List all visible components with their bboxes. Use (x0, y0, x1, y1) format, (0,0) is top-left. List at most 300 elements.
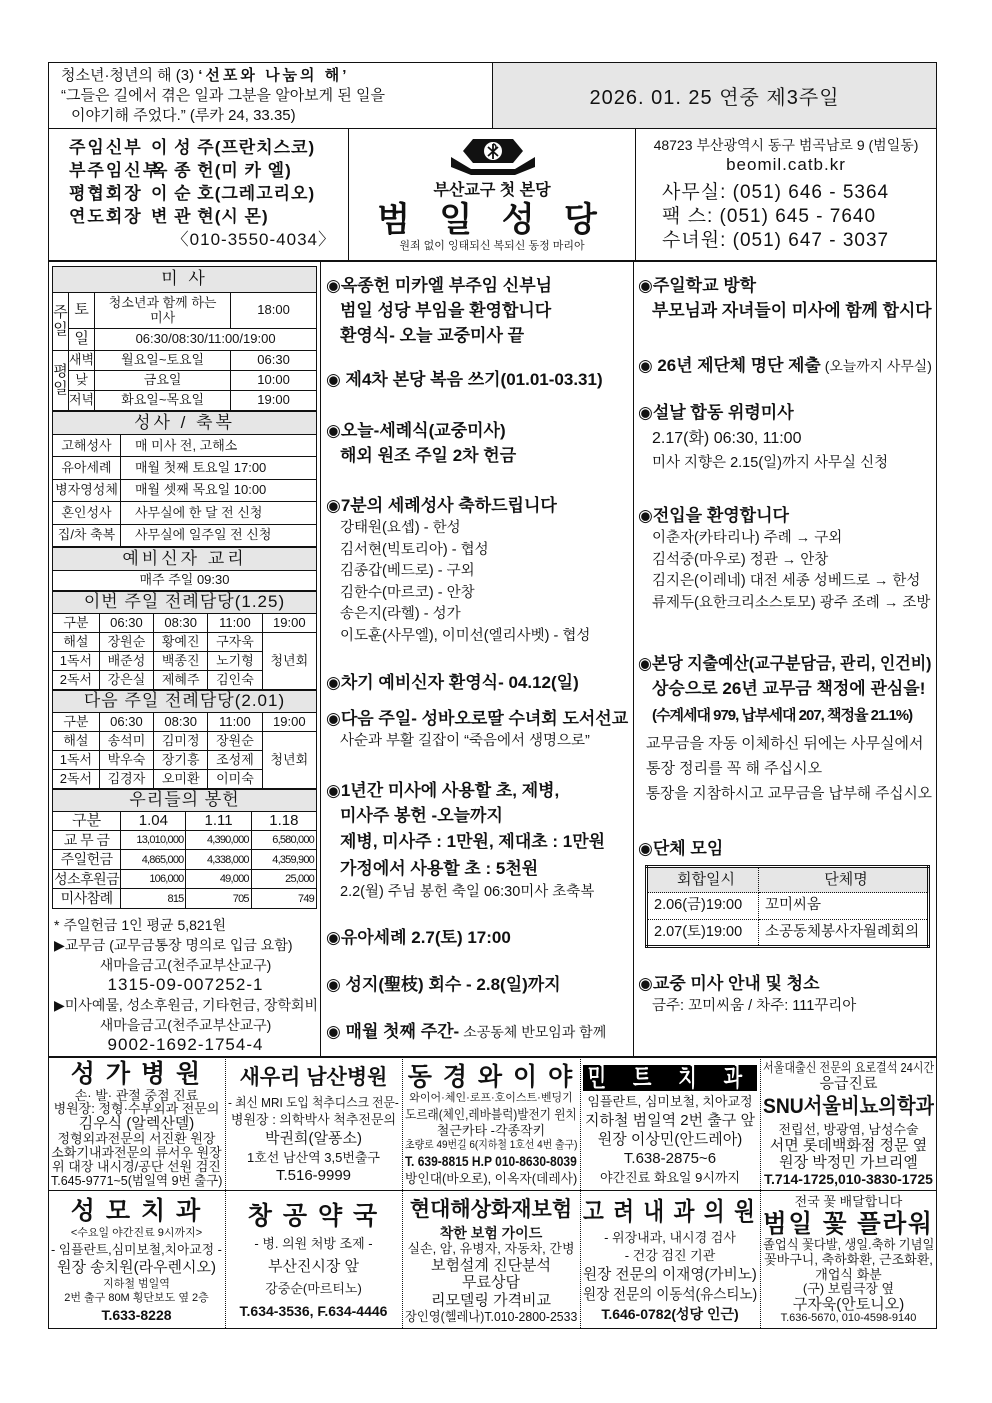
weekday-days: 월요일~토요일 (95, 351, 231, 371)
ad-line: - 위장내과, 내시경 검사 (604, 1229, 736, 1245)
evening-ministers: 청년회 (262, 731, 316, 788)
catechumen-time: 매주 주일 09:30 (53, 570, 317, 590)
minister-name: 김미정 (154, 731, 208, 750)
notice-item (326, 778, 628, 904)
offering-amount: 6,580,000 (251, 830, 316, 850)
notice-title (326, 925, 628, 950)
liturgy-role: 2독서 (53, 769, 100, 788)
church-patron: 원죄 없이 잉태되신 복되신 동정 마리아 (399, 240, 585, 252)
account-number: 1315-09-007252-1 (107, 974, 264, 994)
notice-text: 범일 성당 부임을 환영합니다 (340, 301, 552, 320)
table-row (53, 731, 317, 750)
mint-dental-ad (583, 1060, 757, 1188)
staff-box (48, 128, 349, 261)
notice-text: 통장 정리를 꼭 해 주십시오 (646, 760, 823, 777)
table-row (53, 690, 317, 712)
offering-amount: 106,000 (121, 869, 186, 889)
staff-name: 이 순 호(그레고리오) (151, 184, 316, 203)
table-row (53, 811, 317, 830)
account-number: 9002-1692-1754-4 (107, 1034, 264, 1054)
notice-text: 통장을 지참하시고 교무금을 납부해 주십시오 (645, 785, 932, 802)
ad-line: - 건강 검진 기관 (624, 1247, 716, 1263)
theme-title: ‘선포와 나눔의 해’ (198, 67, 350, 84)
notice-item (638, 836, 932, 861)
offering-amount: 25,000 (251, 869, 316, 889)
notice-title (326, 273, 628, 298)
table-row (53, 830, 317, 850)
notice-line (638, 701, 932, 731)
notice-text: 이도훈(사무엘), 이미선(엘리사벳) - 협성 (340, 627, 591, 644)
notice-line (638, 453, 932, 475)
minister-name: 송석미 (99, 731, 153, 750)
notice-item (326, 493, 628, 647)
liturgy-header: 08:30 (154, 712, 208, 731)
ad-line: 원장 전문의 이재영(가비노) (583, 1265, 757, 1283)
notice-title-text: ◉ 매월 첫째 주간- (326, 1022, 460, 1041)
ad-separator (760, 1190, 761, 1328)
ad-line: 김우식 (알렉산델) (78, 1115, 195, 1133)
ad-line: 원장 박정민 가브리엘 (779, 1153, 918, 1171)
ad-line: 야간진료 화요일 9시까지 (599, 1169, 741, 1185)
phone-label: 수녀원 (662, 230, 721, 251)
notice-item (326, 1019, 628, 1045)
offering-amount: 13,010,000 (121, 830, 186, 850)
notice-title (326, 1019, 628, 1045)
staff-role: 평협회장 (69, 184, 143, 203)
ad-title: 현대해상화재보험 (409, 1197, 573, 1221)
notice-title (326, 706, 628, 731)
notice-line (326, 323, 628, 348)
notice-title (638, 651, 932, 676)
minister-name: 박우숙 (99, 750, 153, 769)
notice-text: 송은지(라헬) - 성가 (340, 606, 461, 622)
ad-line: T.636-5670, 010-4598-9140 (780, 1312, 917, 1325)
ad-line: 방인대(바오로), 이옥자(데레사) (405, 1170, 577, 1186)
ad-separator (580, 1057, 581, 1190)
notice-title-text: ◉차기 예비신자 환영식- 04.12(일) (326, 673, 579, 692)
notice-line (638, 425, 932, 453)
ad-line: 도르래(체인,레바블럭)발전기 윈치 (405, 1106, 577, 1122)
notice-text: 류제두(요한크리소스토모) 광주 조례 → 조방 (652, 594, 931, 611)
sat-mass-time: 18:00 (231, 293, 317, 329)
staff-name: 이 성 주(프란치스코) (151, 138, 316, 157)
liturgy-header: 06:30 (99, 613, 153, 632)
table-row (647, 867, 929, 893)
ad-line: 리모델링 가격비교 (430, 1291, 552, 1309)
weekday-time: 19:00 (231, 391, 317, 411)
minister-name: 이미숙 (208, 769, 262, 788)
sat-label: 토 (69, 293, 95, 329)
offering-amount: 749 (251, 889, 316, 909)
notice-line (638, 593, 932, 615)
minister-name: 김인숙 (208, 670, 262, 689)
notice-item (638, 353, 932, 379)
column-divider (320, 261, 321, 1057)
ad-line: 와이어·체인·로프·호이스트·벤딩기 (409, 1092, 573, 1105)
changgong-pharmacy-ad (228, 1194, 399, 1326)
notice-item (638, 503, 932, 614)
ad-line: T.633-8228 (101, 1307, 172, 1324)
quote-line-2: 이야기해 주었다.” (루카 24, 33.35) (71, 107, 296, 124)
ad-separator (760, 1057, 761, 1190)
snu-urology-ad (763, 1060, 934, 1188)
notice-title-text: ◉본당 지출예산(교구분담금, 관리, 인건비) (638, 654, 932, 673)
minister-name: 구자욱 (208, 632, 262, 651)
ad-separator (402, 1057, 403, 1190)
liturgy-role: 2독서 (53, 670, 100, 689)
table-row (53, 412, 317, 435)
table-row (53, 502, 317, 524)
notice-title (326, 493, 628, 518)
notice-line (326, 298, 628, 323)
ad-line: 원장 송치원(라우렌시오) (56, 1258, 217, 1276)
ad-line: 박권희(알퐁소) (265, 1130, 362, 1148)
church-name: 범 일 성 당 (377, 201, 607, 239)
minister-name: 백종진 (154, 651, 208, 670)
notice-line (638, 731, 932, 756)
sat-mass-desc: 청소년과 함께 하는 미사 (95, 293, 231, 329)
notice-line (326, 731, 628, 753)
notice-title (638, 353, 930, 379)
staff-phone: 〈010-3550-4034〉 (171, 230, 336, 249)
ad-line: - 병. 의원 처방 조제 - (254, 1236, 373, 1252)
offering-header: 구분 (53, 811, 121, 830)
minister-name: 조성제 (208, 750, 262, 769)
notice-text: 2.2(월) 주님 봉헌 축일 06:30미사 초축복 (340, 884, 595, 900)
ad-line: 병원장: 정형·수부외과 전문의 (53, 1101, 220, 1117)
ad-title: 성 모 치 과 (70, 1197, 203, 1226)
ad-line: 초량로 49번길 6(지하철 1호선 4번 출구) (405, 1139, 577, 1152)
notice-title-text: ◉유아세례 2.7(토) 17:00 (326, 928, 511, 947)
ad-separator (402, 1190, 403, 1328)
ad-separator (225, 1057, 226, 1190)
notice-line (326, 443, 628, 468)
ad-line: 서울대출신 전문의 요로결석 24시간 (763, 1060, 934, 1076)
notice-line (638, 571, 932, 593)
church-logo-box (348, 128, 636, 261)
website-link[interactable]: beomil.catb.kr (726, 155, 846, 174)
contact-box (635, 128, 937, 261)
notice-text: 제병, 미사주 : 1만원, 제대초 : 1만원 (340, 832, 606, 851)
bulletin-date: 2026. 01. 25 연중 제3주일 (589, 87, 840, 109)
ad-line: 전립선, 방광염, 남성수술 (778, 1121, 919, 1137)
notice-item (638, 273, 932, 323)
notice-item (326, 925, 628, 950)
ad-title: 동 경 와 이 야 (407, 1062, 575, 1091)
date-box (492, 62, 937, 129)
phone-label: 사무실 (662, 182, 721, 203)
ad-line: 보험설계 진단분석 (430, 1256, 552, 1274)
notice-text: 환영식- 오늘 교중미사 끝 (340, 326, 525, 345)
offering-amount: 4,338,000 (186, 850, 251, 870)
notice-line (638, 756, 932, 781)
table-row (53, 591, 317, 613)
sun-mass-times: 06:30/08:30/11:00/19:00 (95, 329, 317, 351)
phone-number: : (051) 645 - 7640 (707, 206, 877, 227)
weekday-time: 10:00 (231, 371, 317, 391)
notice-text: (수계세대 979, 납부세대 207, 책정율 21.1%) (652, 707, 913, 724)
ad-line: 졸업식 꽃다발, 생일.축하 기념일 (763, 1237, 934, 1253)
notice-text: 김한수(마르코) - 안창 (340, 584, 475, 601)
liturgy-header: 구분 (53, 712, 100, 731)
mass-title: 미 사 (53, 267, 317, 293)
sacrament-desc: 매월 첫째 토요일 17:00 (121, 457, 317, 479)
table-row (53, 712, 317, 731)
ad-line: 위 대장 내시경/공단 선원 검진 (52, 1159, 221, 1175)
sacrament-name: 병자영성체 (53, 479, 121, 501)
ad-separator (225, 1190, 226, 1328)
offering-header: 1.04 (121, 811, 186, 830)
notice-text: 교무금을 자동 이체하신 뒤에는 사무실에서 (646, 735, 924, 752)
notice-title-text: ◉주일학교 방학 (638, 276, 757, 295)
ad-line: <수요일 야간진료 9시까지> (70, 1227, 203, 1240)
notice-line (638, 550, 932, 572)
notice-line (638, 781, 932, 806)
minister-name: 노기형 (208, 651, 262, 670)
notice-text: 미사주 봉헌 -오늘까지 (340, 806, 503, 825)
mass-table (52, 266, 317, 411)
notice-title-text: ◉교중 미사 안내 및 청소 (638, 974, 820, 993)
notice-text: 김석중(마우로) 정관 → 안창 (652, 551, 829, 568)
notice-title-text: ◉7분의 세례성사 축하드립니다 (326, 496, 557, 515)
ad-title: 성 가 병 원 (70, 1060, 203, 1089)
note-line: 새마을금고(천주교부산교구) (99, 1016, 272, 1033)
notice-item (638, 971, 932, 1018)
ad-line: 병원장 : 의학박사 척추전문의 (230, 1112, 397, 1128)
group-name: 꼬미씨움 (759, 893, 929, 920)
ad-line: 서면 롯데백화점 정문 옆 (769, 1136, 928, 1154)
phone-label: 팩 스 (662, 206, 707, 227)
table-row (53, 789, 317, 811)
notice-item (326, 367, 628, 392)
ad-line: T.645-9771~5(범일역 9번 출구) (51, 1173, 222, 1188)
minister-name: 강은실 (99, 670, 153, 689)
notice-title (326, 670, 628, 695)
group-meetings-table (645, 865, 930, 948)
notice-line (326, 561, 628, 583)
notice-text: 사순과 부활 길잡이 “죽음에서 생명으로” (340, 733, 590, 749)
sacraments-title: 성사 / 축복 (53, 412, 317, 435)
ad-line: T.646-0782(성당 인근) (601, 1305, 739, 1322)
liturgy-role: 해설 (53, 632, 100, 651)
column-divider (633, 261, 634, 1057)
sacrament-desc: 사무실에 한 달 전 신청 (121, 502, 317, 524)
staff-role: 연도회장 (69, 207, 143, 226)
sacrament-desc: 매 미사 전, 고해소 (121, 435, 317, 457)
liturgy-header: 06:30 (99, 712, 153, 731)
table-row (53, 889, 317, 909)
notice-title-text: ◉전입을 환영합니다 (638, 506, 789, 525)
offering-category: 주일헌금 (53, 850, 121, 870)
ad-line: 장인영(헬레나)T.010-2800-2533 (405, 1309, 577, 1325)
notice-title (638, 273, 932, 298)
ad-title: SNU서울비뇨의학과 (763, 1095, 934, 1119)
table-row (53, 524, 317, 546)
minister-name: 김경자 (99, 769, 153, 788)
ad-title: 고 려 내 과 의 원 (583, 1198, 757, 1227)
ad-line: 부산진시장 앞 (267, 1257, 360, 1275)
group-name: 소공동체봉사자월례회의 (759, 920, 929, 947)
group-header: 회합일시 (647, 867, 759, 893)
weekday-days: 금요일 (95, 371, 231, 391)
seongmo-dental-ad (51, 1194, 222, 1326)
ad-line: 응급진료 (819, 1075, 878, 1093)
sacrament-name: 집/차 축복 (53, 524, 121, 546)
notice-title (326, 972, 628, 997)
quote-line-1: “그들은 길에서 겪은 일과 그분을 알아보게 된 일을 (61, 87, 385, 104)
offering-amount: 815 (121, 889, 186, 909)
notice-item (326, 418, 628, 468)
notice-item (638, 651, 932, 806)
notice-title (326, 418, 628, 443)
notice-text: 소공동체 반모임과 함께 (463, 1024, 607, 1040)
sacrament-name: 유아세례 (53, 457, 121, 479)
liturgy-title: 다음 주일 전례담당(2.01) (53, 690, 317, 712)
offering-amount: 705 (186, 889, 251, 909)
notice-line (326, 518, 628, 540)
note-line: ▶미사예물, 성소후원금, 기타헌금, 장학회비 (54, 996, 319, 1013)
notice-title (326, 778, 628, 803)
notice-text: 이춘자(카타리나) 주례 → 구외 (652, 530, 843, 546)
staff-name: 변 관 현(시 몬) (151, 207, 269, 226)
sunday-label: 주일 (53, 293, 69, 351)
ad-line: 2번 출구 80M 횡단보도 옆 2층 (64, 1292, 209, 1305)
ad-title (583, 1063, 753, 1092)
notice-title (638, 836, 932, 861)
ad-line: 지하철 범일역 2번 출구 앞 (585, 1111, 755, 1129)
notice-text: 금주: 꼬미씨움 / 차주: 111꾸리아 (652, 998, 857, 1014)
notice-title-text: ◉옥종헌 미카엘 부주임 신부님 (326, 276, 553, 295)
sun-label: 일 (69, 329, 95, 351)
notice-text: 김서현(빅토리아) - 협성 (340, 541, 489, 558)
phone-number: : (051) 646 - 5364 (720, 182, 890, 203)
ad-line: 손· 발· 관절 중점 진료 (74, 1087, 199, 1103)
seongga-hospital-ad (51, 1060, 222, 1188)
address: 48723 부산광역시 동구 범곡남로 9 (범일동) (653, 137, 919, 153)
ad-separator (580, 1190, 581, 1328)
weekday-days: 화요일~목요일 (95, 391, 231, 411)
offering-header: 1.11 (186, 811, 251, 830)
weekday-slot: 새벽 (69, 351, 95, 371)
weekday-label: 평일 (53, 351, 69, 411)
note-line: 새마을금고(천주교부산교구) (99, 956, 272, 973)
notice-item (326, 670, 628, 695)
staff-role: 주임신부 (69, 138, 143, 157)
notice-text: 가정에서 사용할 초 : 5천원 (340, 859, 539, 878)
offering-category: 미사참례 (53, 889, 121, 909)
ad-line: 정형외과전문의 서진환 원장 (57, 1131, 216, 1147)
notice-line (326, 803, 628, 828)
notice-title-text: ◉설날 합동 위령미사 (638, 403, 794, 422)
notice-text: 김지은(이레네) 대전 세종 성베드로 → 한성 (652, 573, 921, 589)
table-row (53, 613, 317, 632)
notice-line (326, 626, 628, 648)
donggyeong-wire-ad (405, 1060, 577, 1188)
offering-category: 성소후원금 (53, 869, 121, 889)
liturgy-role: 1독서 (53, 750, 100, 769)
notice-text: 2.17(화) 06:30, 11:00 (652, 430, 802, 447)
ad-line: 철근카타 -각종작키 (436, 1122, 546, 1138)
offering-table (52, 789, 317, 909)
notice-line (326, 828, 628, 855)
liturgy-title: 이번 주일 전례담당(1.25) (53, 591, 317, 613)
catechumen-title: 예비신자 교리 (53, 547, 317, 570)
ad-line: 꽃바구니, 축하화환, 근조화환, (764, 1252, 933, 1268)
meeting-time: 2.07(토)19:00 (647, 920, 759, 947)
offering-amount: 4,390,000 (186, 830, 251, 850)
liturgy-header: 19:00 (262, 613, 316, 632)
ad-line: 무료상담 (462, 1274, 520, 1292)
notice-item (326, 273, 628, 348)
notice-title-text: ◉오늘-세례식(교중미사) (326, 421, 506, 440)
offering-header: 1.18 (251, 811, 316, 830)
ad-line: T. 639-8815 H.P 010-8630-8039 (405, 1153, 577, 1170)
goryeo-clinic-ad (583, 1194, 757, 1326)
sacrament-desc: 사무실에 일주일 전 신청 (121, 524, 317, 546)
notice-line (638, 996, 932, 1018)
note-line: * 주일헌금 1인 평균 5,821원 (54, 916, 227, 933)
ad-line: 구자욱(안토니오) (792, 1295, 905, 1313)
notice-line (326, 540, 628, 562)
notice-text: (오늘까지 사무실) (824, 358, 932, 374)
weekday-slot: 저녁 (69, 391, 95, 411)
notice-title (638, 400, 932, 425)
minister-name: 장기흥 (154, 750, 208, 769)
notice-line (326, 583, 628, 605)
beomil-flower-ad (763, 1194, 934, 1326)
ad-line: (구) 보림극장 옆 (802, 1281, 895, 1297)
staff-role: 부주임신부 (69, 161, 162, 180)
table-row (53, 869, 317, 889)
notice-item (326, 706, 628, 753)
liturgy-header: 11:00 (208, 613, 262, 632)
hyundai-insurance-ad (405, 1194, 577, 1326)
ad-line: 실손, 암, 유병자, 자동차, 간병 (407, 1241, 575, 1257)
ad-line: 착한 보험 가이드 (439, 1224, 543, 1241)
ad-line: 전국 꽃 배달합니다 (794, 1194, 903, 1209)
ad-line: T.638-2875~6 (623, 1150, 717, 1168)
notice-item (638, 400, 932, 475)
weekday-slot: 낮 (69, 371, 95, 391)
catechumen-table (52, 547, 317, 591)
ad-title: 창 공 약 국 (247, 1201, 380, 1230)
notice-item (326, 972, 628, 997)
sacraments-table (52, 411, 317, 547)
ad-line: T.516-9999 (275, 1167, 352, 1185)
notice-title-text: ◉다음 주일- 성바오로딸 수녀회 도서선교 (326, 709, 629, 728)
theme-box (48, 62, 493, 129)
ad-title: 새우리 남산병원 (239, 1065, 388, 1089)
liturgy-next-week-table (52, 690, 317, 789)
weekday-time: 06:30 (231, 351, 317, 371)
notice-line (638, 528, 932, 550)
liturgy-role: 해설 (53, 731, 100, 750)
ad-line: 소화기내과전문의 류서우 원장 (51, 1145, 222, 1161)
table-row (647, 893, 929, 920)
table-row (53, 457, 317, 479)
ad-title-text: 민 트 치 과 (583, 1065, 757, 1091)
ads-divider (48, 1190, 937, 1191)
ad-line: 개업식 화분 (815, 1266, 882, 1282)
notice-title-text: ◉ 제4차 본당 복음 쓰기(01.01-03.31) (326, 370, 603, 389)
ad-line: 원장 전문의 이동석(유스티노) (583, 1285, 757, 1303)
ad-line: 지하철 범일역 (103, 1277, 170, 1290)
staff-name: 옥 종 헌(미 카 엘) (151, 161, 292, 180)
liturgy-header: 구분 (53, 613, 100, 632)
notice-title-text: ◉ 성지(聖枝) 회수 - 2.8(일)까지 (326, 975, 561, 994)
notice-line (638, 676, 932, 701)
notice-text: 미사 지향은 2.15(일)까지 사무실 신청 (652, 455, 889, 471)
